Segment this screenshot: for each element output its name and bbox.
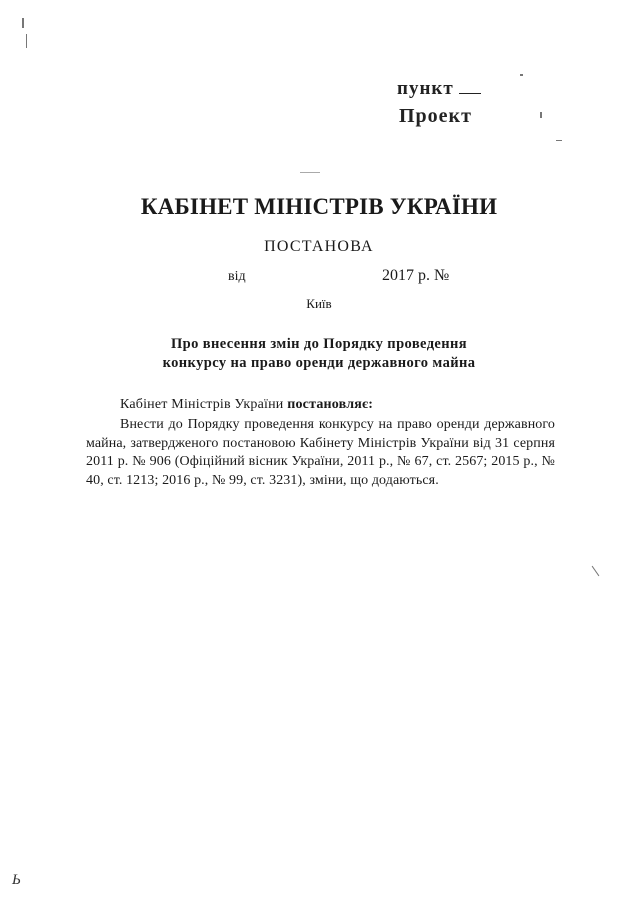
scan-speck xyxy=(592,566,600,576)
scan-speck xyxy=(26,34,27,48)
scan-speck xyxy=(540,112,542,118)
intro-text: Кабінет Міністрів України xyxy=(120,397,288,412)
stamp-punkt-blank xyxy=(459,79,481,94)
body-paragraph: Внести до Порядку проведення конкурсу на право оренди державного майна, затвердженого постановою Кабінету Міністрів України від 31 серпня 2011 р. № 906 (Офіційний вісник України, 2011 р., № 67, ст. 2567; 2015 р., № 40, ст. 1213; 2016 р., № 99, ст. 3231), зміни, що додаються. xyxy=(86,417,555,488)
stamp-punkt xyxy=(397,78,481,100)
stamp-punkt-label: пункт xyxy=(397,78,454,99)
document-type: ПОСТАНОВА xyxy=(264,238,374,255)
stamp-proekt: Проект xyxy=(399,105,472,127)
heading-line-1: Про внесення змін до Порядку проведення xyxy=(170,336,468,352)
city: Київ xyxy=(306,296,332,311)
resolution-heading xyxy=(0,335,638,373)
scan-speck xyxy=(300,172,320,173)
intro-bold: постановляє: xyxy=(287,397,374,412)
intro-line xyxy=(120,397,373,413)
handwritten-mark: Ь xyxy=(12,872,21,888)
scan-speck xyxy=(22,18,24,28)
document-title: КАБІНЕТ МІНІСТРІВ УКРАЇНИ xyxy=(140,194,498,219)
scan-speck xyxy=(556,140,562,141)
date-from-label: від xyxy=(228,269,246,284)
heading-line-2: конкурсу на право оренди державного майна xyxy=(162,355,476,371)
date-year-number: 2017 р. № xyxy=(382,267,450,284)
scan-speck xyxy=(520,74,523,76)
